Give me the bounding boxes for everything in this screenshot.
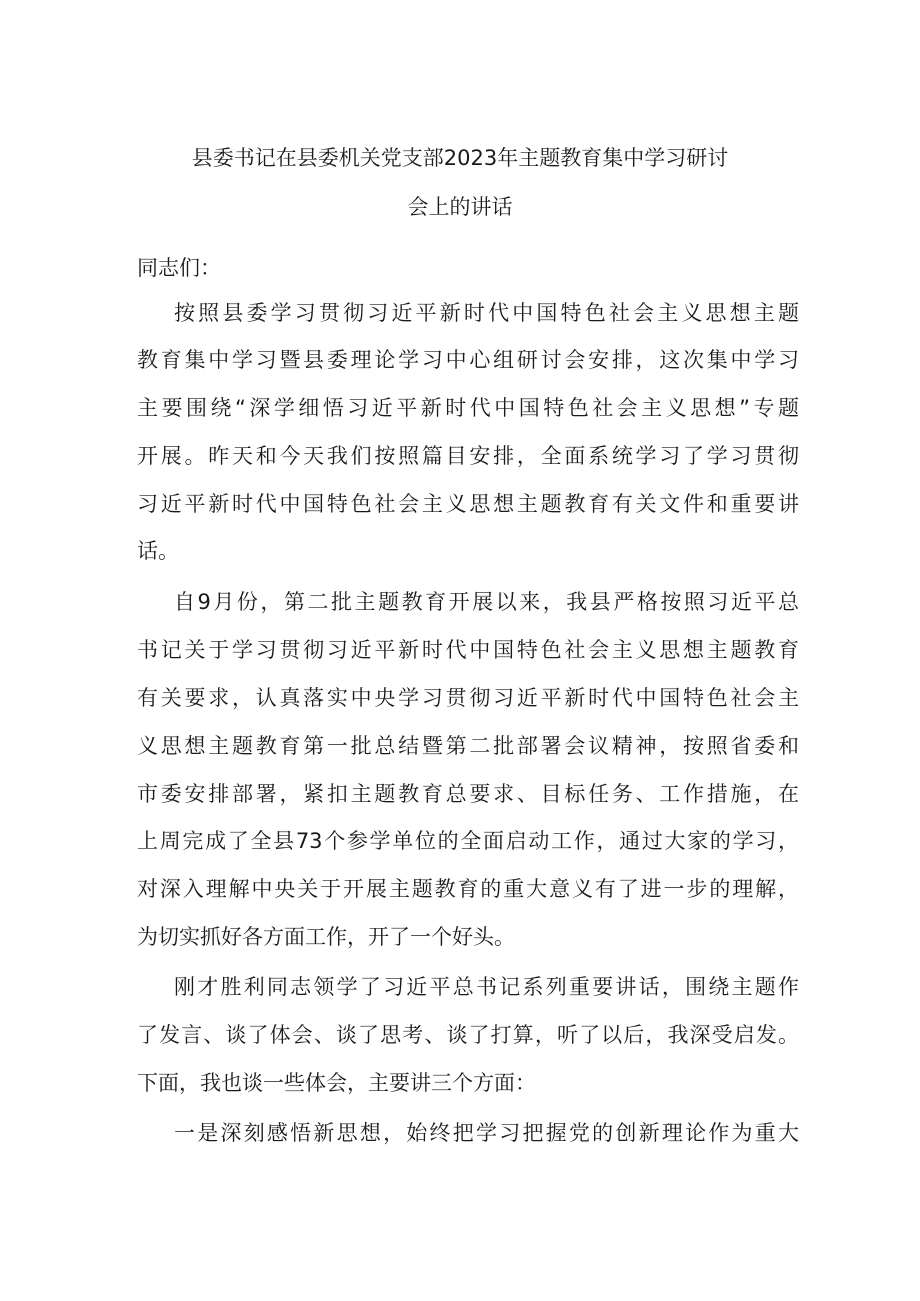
paragraph-3-line: 了发言、谈了体会、谈了思考、谈了打算，听了以后，我深受启发。 [137,1023,799,1047]
paragraph-3-line: 下面，我也谈一些体会，主要讲三个方面： [137,1071,536,1095]
paragraph-1-line: 习近平新时代中国特色社会主义思想主题教育有关文件和重要讲 [137,492,799,516]
paragraph-1-line: 开展。昨天和今天我们按照篇目安排，全面系统学习了学习贯彻 [137,444,799,468]
paragraph-2-line: 义思想主题教育第一批总结暨第二批部署会议精神，按照省委和 [137,734,799,758]
paragraph-2-line: 有关要求，认真落实中央学习贯彻习近平新时代中国特色社会主 [137,686,799,710]
document-title-line-2: 会上的讲话 [407,195,513,219]
paragraph-2-line: 上周完成了全县73个参学单位的全面启动工作，通过大家的学习， [137,829,799,853]
paragraph-2-line: 自9月份，第二批主题教育开展以来，我县严格按照习近平总 [174,590,799,614]
paragraph-1-line: 教育集中学习暨县委理论学习中心组研讨会安排，这次集中学习 [137,348,799,372]
paragraph-4-line: 一是深刻感悟新思想，始终把学习把握党的创新理论作为重大 [174,1121,799,1145]
paragraph-2-line: 对深入理解中央关于开展主题教育的重大意义有了进一步的理解， [137,877,799,901]
paragraph-2-line: 书记关于学习贯彻习近平新时代中国特色社会主义思想主题教育 [137,638,799,662]
paragraph-1-line: 按照县委学习贯彻习近平新时代中国特色社会主义思想主题 [174,301,799,325]
document-title-line-1: 县委书记在县委机关党支部2023年主题教育集中学习研讨 [191,146,729,170]
salutation: 同志们： [137,256,221,280]
paragraph-1-line: 话。 [137,539,179,563]
paragraph-1-line: 主要围绕“深学细悟习近平新时代中国特色社会主义思想”专题 [137,396,799,420]
paragraph-2-line: 为切实抓好各方面工作，开了一个好头。 [137,925,515,949]
paragraph-3-line: 刚才胜利同志领学了习近平总书记系列重要讲话，围绕主题作 [174,975,799,999]
paragraph-2-line: 市委安排部署，紧扣主题教育总要求、目标任务、工作措施，在 [137,782,799,806]
